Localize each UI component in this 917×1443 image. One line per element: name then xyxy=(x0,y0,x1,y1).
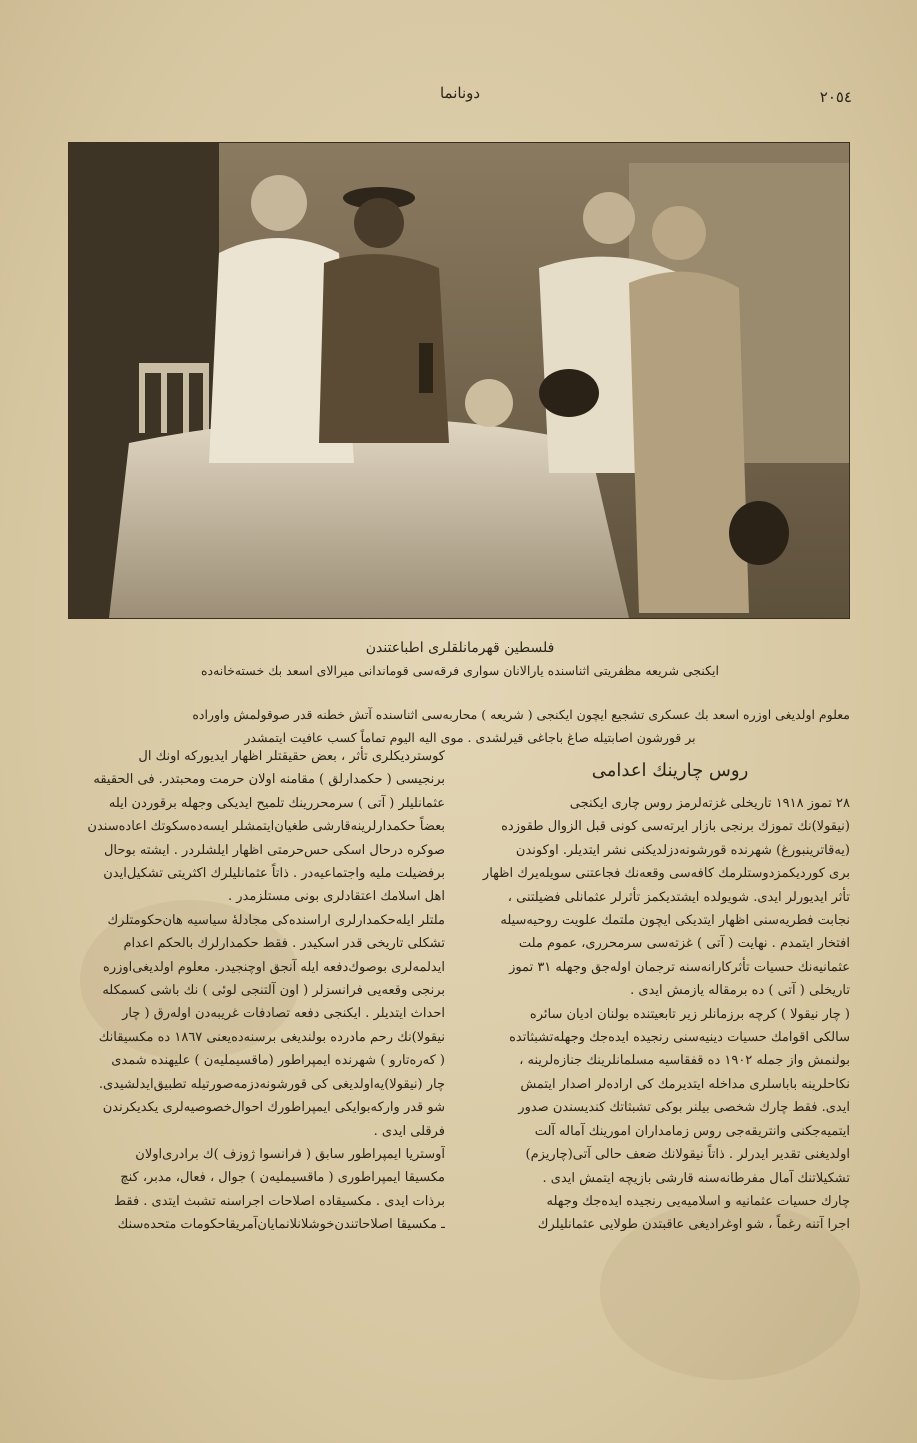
text-line: برنجى وقعه‌يى فرانسزلر ( اون آلتنجى لوئى ) نك باشى كسمكله xyxy=(102,983,445,999)
text-line: برنجيسى ( حكمدارلق ) مقامنه اولان حرمت ومحبتدر. فى الحقيقه xyxy=(93,772,445,788)
text-line: (يه‌قاترينبورغ) شهرنده قورشونه‌دزلديكنى نشر ايتديلر. اوكوندن xyxy=(515,842,850,858)
text-line: تشكلى تاريخى قدر اسكيدر . فقط حكمدارلرك بالحكم اعدام xyxy=(123,936,445,952)
article-left-column xyxy=(70,745,445,1237)
text-line: مكسيقا ايمپراطورى ( ماقسيمليه‌ن ) جوال ، فعال، مدبر، كنچ xyxy=(120,1170,445,1186)
text-line: نكاحلرينه باباسلرى مداخله ايتديرمك كى اراده‌لر اصدار ايتمش xyxy=(520,1076,850,1092)
text-line: تاريخلى ( آتى ) ده برمقاله يازمش ايدى . xyxy=(630,983,850,999)
text-line: اولديغنى تقدير ايدرلر . ذاتاً نيقولانك ضعف حالى آتى(چاريزم) xyxy=(525,1147,850,1163)
text-line: افتخار ايتمدم . نهايت ( آتى ) غزته‌سى سرمحررى، عموم ملت xyxy=(518,936,850,952)
text-line: چارك حسيات عثمانيه و اسلاميه‌يى رنجيده ايده‌جك وجهله xyxy=(546,1193,850,1209)
text-line: ( چار نيقولا ) كرچه برزمانلر زير تابعيتنده بولنان اديان سائره xyxy=(529,1006,850,1022)
text-line: صوكره درحال اسكى حس‌حرمتى اظهار ايلشلردر . ايشته بوحال xyxy=(103,842,445,858)
hospital-photograph xyxy=(68,142,850,619)
running-title: دونانما xyxy=(439,84,481,102)
text-line: برى كورديكمزدوستلرمك كافه‌سى وقعه‌نك فجاعتنى سويله‌يرك اظهار xyxy=(482,866,850,882)
photo-note-line: بر قورشون اصابتيله صاغ باجاغى قيرلشدى . موى اليه اليوم تماماً كسب عافيت ايتمشدر xyxy=(244,730,696,745)
text-line: آوستريا ايمپراطور سابق ( فرانسوا ژوزف )ك برادرى‌اولان xyxy=(135,1146,445,1162)
article-right-column xyxy=(460,792,850,1237)
text-line: عثمانليلر ( آتى ) سرمحررينك تلميح ايديكى وجهله برقوردن ايله xyxy=(108,795,445,811)
text-line: (نيقولا)نك تموزك برنجى بازار ايرته‌سى كونى قبل الزوال طقوزده xyxy=(501,819,850,835)
text-line: اجرا آتنه رغماً ، شو اوغراديغى عاقبتدن طولايى عثمانليلرك xyxy=(537,1217,850,1233)
text-line: اهل اسلامك اعتقادلرى بونى مستلزمدر . xyxy=(227,889,445,905)
text-line: ملتلر ايله‌حكمدارلرى اراسنده‌كى مجادلهٔ سياسيه‌ هان‌حكومتلرك xyxy=(107,912,445,928)
text-line: كوسترديكلرى تأثر ، بعض حقيقتلر اظهار ايديوركه اونك ال xyxy=(138,749,445,764)
text-line: سالكى اقوامك حسيات دينيه‌سنى رنجيده ايده‌جك وجهله‌تشبثاتده xyxy=(509,1030,850,1046)
text-line: نيقولا)نك رحم مادرده بولنديغى برسنه‌ده‌يعنى ١٨٦٧ ده مكسيقانك xyxy=(98,1029,445,1045)
text-line: ٢٨ تموز ١٩١٨ تاريخلى غزته‌لرمز روس چارى ايكنجى xyxy=(569,796,850,811)
text-line: احداث ايتديلر . ايكنجى دفعه تصادفات غريبه‌دن اوله‌رق ( چار xyxy=(122,1006,445,1022)
text-line: فرقلى ايدى . xyxy=(373,1123,445,1139)
photograph-hospital-ward-icon xyxy=(69,143,849,618)
article-heading: روس چارينك اعدامى xyxy=(591,760,749,781)
text-line: تشكيلاتنك آمال مفرطانه‌سنه قارشى بازيچه ايتمش ايدى . xyxy=(542,1170,850,1186)
text-line: ايدلمه‌لرى بوصوك‌دفعه ايله آنجق اوچنجيدر. معلوم اولديغى‌اوزره xyxy=(103,959,445,975)
text-line: برفضيلت مليه واجتماعيه‌در . ذاتاً عثمانليلرك اكثريتى تشكيل‌ايدن xyxy=(103,866,445,882)
text-line: برذات ايدى . مكسيقاده اصلاحات اجراسنه تشبث ايتدى . فقط xyxy=(114,1193,445,1209)
text-line: ( كه‌ره‌تارو ) شهرنده ايمپراطور (ماقسيمليه‌ن ) عليهنده شمدى xyxy=(111,1053,445,1069)
text-line: ايدى. فقط چارك شخصى بيلنر بوكى تشبثاتك كنديسندن صدور xyxy=(518,1100,850,1116)
photo-caption-title: فلسطين قهرمانلقلرى اطباعتندن xyxy=(365,640,555,656)
photo-caption-subtitle: ايكنجى شريعه مظفريتى اثناسنده يارالانان سوارى فرقه‌سى قوماندانى ميرالاى اسعد بك خسته‌خانه‌ده xyxy=(200,663,720,678)
text-line: چار (نيقولا)يه‌اولديغى كى قورشونه‌دزمه‌صورتيله تطبيق‌ايدلشيدى. xyxy=(98,1076,445,1092)
text-line: ايتميه‌جكنى وانتريقه‌جى روس زمامداران امورينك آماله آلت xyxy=(534,1123,850,1139)
text-line: شو قدر واركه‌بوايكى ايمپراطورك احوال‌خصوصيه‌لرى يكديكرندن xyxy=(102,1100,445,1116)
page-number: ٢٠٥٤ xyxy=(819,88,852,106)
text-line: ـ مكسيقا اصلاحاتندن‌خوشلانلانمايان‌آمريقا‌حكومات متحده‌سنك xyxy=(117,1217,445,1233)
text-line: عثمانيه‌نك حسيات تأثركارانه‌سنه ترجمان اوله‌جق وجهله ٣١ تموز xyxy=(509,959,850,975)
text-line: نجابت فطريه‌سنى اظهار ايتديكى ايچون ملتمك علويت روحيه‌سيله xyxy=(500,913,850,929)
text-line: بعضاً حكمدارلرينه‌قارشى طغيان‌ايتمشلر ايسه‌ده‌سكوتك اعاده‌سندن xyxy=(87,819,445,835)
text-line: تأثر ايديورلر ايدى. شويولده ايشتديكمز تأثرلر عثمانلى فضيلتنى ، xyxy=(507,889,850,905)
photo-note-line: معلوم اولديغى اوزره اسعد بك عسكرى تشجيع ايچون ايكنجى ( شريعه ) محاربه‌سى اثناسنده آتش خطنه قدر صوقولمش واورا‌ده xyxy=(192,707,850,722)
text-line: بولنمش واز جمله ١٩٠٢ ده قفقاسيه مسلمانلرينك جنازه‌لرينه ، xyxy=(519,1053,850,1069)
